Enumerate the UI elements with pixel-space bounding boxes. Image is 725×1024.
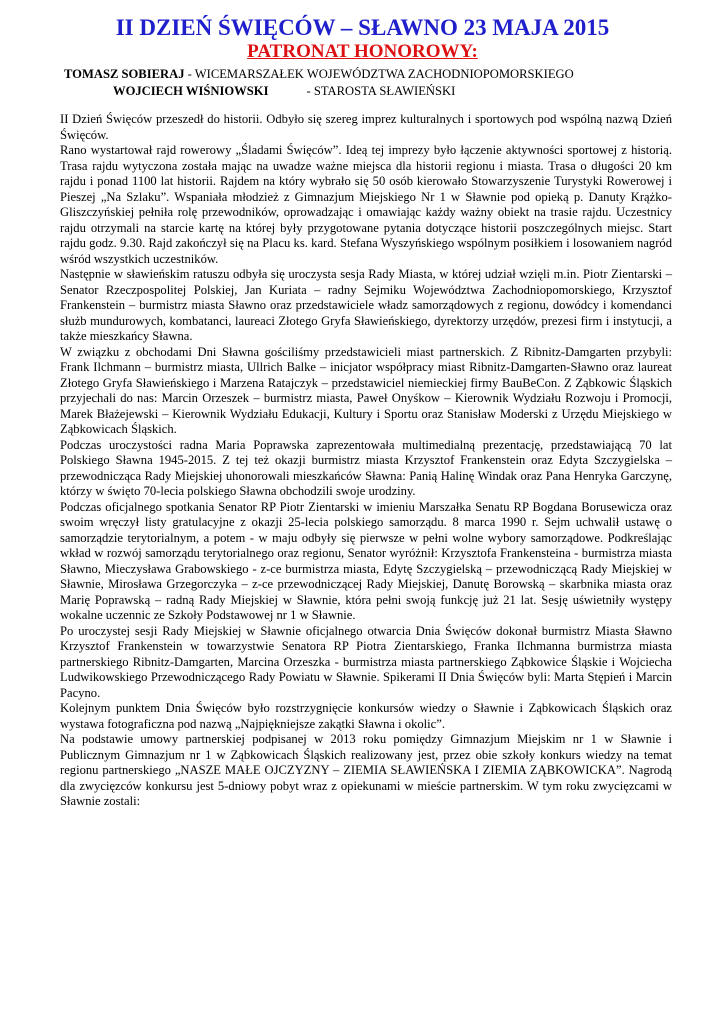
paragraph: Podczas oficjalnego spotkania Senator RP Piotr Zientarski w imieniu Marszałka Senatu RP Bogdana Borusewicza oraz swoim wręczył listy gratulacyjne z okazji 25-lecia polskiego samorządu. 8 marca 1990 r. Sejm uchwalił ustawę o samorządzie terytorialnym, a potem - w maju odbyły się pierwsze w pełni wolne wybory samorządowe. Podkreślając wkład w rozwój samorządu terytorialnego oraz regionu, Senator wyróżnił: Krzysztofa Frankensteina - burmistrza miasta Sławno, Mieczysława Grabowskiego - z-ce burmistrza miasta, Edytę Szczygielską – przewodniczącą Rady Miejskiej w Sławnie, Mirosława Grzegorczyka – z-ce przewodniczącej Rady Miejskiej, Danutę Borowską – skarbnika miasta oraz Marię Poprawską – radną Rady Miejskiej w Sławnie, która pełni swoją funkcję już 21 lat. Sesję uświetniły występy wokalne uczennic ze Szkoły Podstawowej nr 1 w Sławnie.	[60, 499, 672, 622]
honorary-patronage-heading: PATRONAT HONOROWY:	[247, 41, 478, 62]
paragraph: Następnie w sławieńskim ratuszu odbyła się uroczysta sesja Rady Miasta, w której udział wzięli m.in. Piotr Zientarski – Senator Rzeczpospolitej Polskiej, Jan Kuriata – radny Sejmiku Województwa Zachodniopomorskiego, Krzysztof Frankenstein – burmistrz miasta Sławno oraz przedstawiciele władz samorządowych z regionu, dowódcy i komendanci służb mundurowych, kombatanci, laureaci Złotego Gryfa Sławieńskiego, dyrektorzy urzędów, prezesi firm i instytucji, a także mieszkańcy Sławna.	[60, 267, 672, 343]
patron-name: TOMASZ SOBIERAJ	[64, 67, 185, 81]
paragraph: II Dzień Święców przeszedł do historii. Odbyło się szereg imprez kulturalnych i sportowych pod wspólną nazwą Dzień Święców.	[60, 112, 672, 142]
paragraph: Kolejnym punktem Dnia Święców było rozstrzygnięcie konkursów wiedzy o Sławnie i Ząbkowicach Śląskich oraz wystawa fotograficzna pod nazwą „Najpiękniejsze zakątki Sławna i okolic”.	[60, 701, 672, 731]
patron-role: - STAROSTA SŁAWIEŃSKI	[306, 84, 456, 98]
paragraph: Po uroczystej sesji Rady Miejskiej w Sławnie oficjalnego otwarcia Dnia Święców dokonał burmistrz Miasta Sławno Krzysztof Frankenstein w towarzystwie Senatora RP Piotra Zientarskiego, Franka Ilchmanna burmistrza miasta partnerskiego Ribnitz-Damgarten, Marcina Orzeszka - burmistrza miasta partnerskiego Ząbkowice Śląskie i Wojciecha Ludwikowskiego Przewodniczącego Rady Powiatu w Sławnie. Spikerami II Dnia Święców byli: Marta Stępień i Marcin Pacyno.	[60, 623, 672, 700]
article-body	[60, 112, 672, 810]
patron-role: - WICEMARSZAŁEK WOJEWÓDZTWA ZACHODNIOPOMORSKIEGO	[184, 67, 574, 81]
paragraph: Na podstawie umowy partnerskiej podpisanej w 2013 roku pomiędzy Gimnazjum Miejskim nr 1 w Sławnie i Publicznym Gimnazjum nr 1 w Ząbkowicach Śląskich realizowany jest, przez obie szkoły konkurs wiedzy na temat regionu partnerskiego „NASZE MAŁE OJCZYZNY – ZIEMIA SŁAWIEŃSKA I ZIEMIA ZĄBKOWICKA”. Nagrodą dla zwycięzców konkursu jest 5-dniowy pobyt wraz z opiekunami w mieście partnerskim. W tym roku zwycięzcami w Sławnie zostali:	[60, 732, 672, 808]
paragraph: W związku z obchodami Dni Sławna gościliśmy przedstawicieli miast partnerskich. Z Ribnitz-Damgarten przybyli: Frank Ilchmann – burmistrz miasta, Ullrich Balke – inicjator współpracy miast Ribnitz-Damgarten-Sławno oraz laureat Złotego Gryfa Sławieńskiego i Marzena Ratajczyk – przedstawiciel niemieckiej firmy BauBeCon. Z Ząbkowic Śląskich przyjechali do nas: Marcin Orzeszek – burmistrz miasta, Paweł Onyśkow – Kierownik Wydziału Rozwoju i Promocji, Marek Błażejewski – Kierownik Wydziału Edukacji, Kultury i Sportu oraz Stanisław Moderski z Urzędu Miejskiego w Ząbkowicach Śląskich.	[60, 344, 672, 436]
paragraph: Podczas uroczystości radna Maria Poprawska zaprezentowała multimedialną prezentację, przedstawiającą 70 lat Polskiego Sławna 1945-2015. Z tej też okazji burmistrz miasta Krzysztof Frankenstein oraz Edyta Szczygielska – przewodnicząca Rady Miejskiej uhonorowali mieszkańców Sławna: Panią Halinę Windak oraz Pana Henryka Garczynę, którzy w święto 70-lecia polskiego Sławna obchodzili swoje urodziny.	[60, 437, 672, 498]
patron-name: WOJCIECH WIŚNIOWSKI	[113, 84, 269, 98]
page-title: II DZIEŃ ŚWIĘCÓW – SŁAWNO 23 MAJA 2015	[115, 15, 610, 40]
patron-line-2	[113, 83, 455, 99]
paragraph: Rano wystartował rajd rowerowy „Śladami Święców”. Ideą tej imprezy było łączenie aktywności sportowej z historią. Trasa rajdu wytyczona została mając na uwadze ważne miejsca dla historii regionu i miasta. Trasa o długości 20 km rajdu i ponad 1100 lat historii. Rajdem na który wybrało się 50 osób kierowało Stowarzyszenie Turystyki Rowerowej i Pieszej „Na Szlaku”. Wspaniała młodzież z Gimnazjum Miejskiego Nr 1 w Sławnie pod opieką p. Danuty Krążko-Gliszczyńskiej pełniła rolę przewodników, oprowadzając i omawiając każdy ważny obiekt na trasie rajdu. Uczestnicy rajdu otrzymali na starcie kartę na której były przygotowane pytania dotyczące historii poszczególnych miejsc. Start rajdu godz. 9.30. Rajd zakończył się na Placu ks. kard. Stefana Wyszyńskiego wspólnym posiłkiem i losowaniem nagród wśród wszystkich uczestników.	[60, 143, 672, 266]
patron-line-1	[64, 66, 574, 82]
